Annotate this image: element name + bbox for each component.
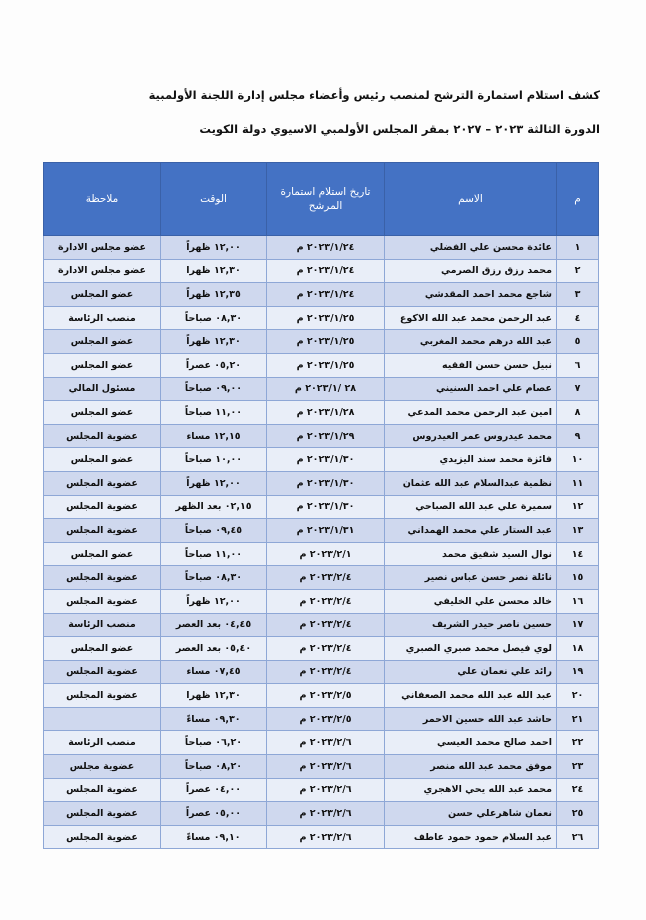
table-row [44, 448, 599, 472]
header-date: تاريخ استلام استمارة المرشح [267, 163, 385, 236]
cell-time: ١٢,٣٠ ظهرا [161, 259, 267, 283]
cell-time: ٠٩,٣٠ مساءً [161, 707, 267, 731]
cell-num: ٢٠ [557, 684, 599, 708]
cell-name: حاشد عبد الله حسين الاحمر [385, 707, 557, 731]
cell-time: ٠٨,٢٠ صباحاً [161, 755, 267, 779]
cell-name: سميرة علي عبد الله الصباحي [385, 495, 557, 519]
header-time: الوقت [161, 163, 267, 236]
table-row [44, 707, 599, 731]
cell-num: ٢٢ [557, 731, 599, 755]
document-subtitle: الدورة الثالثة ٢٠٢٣ – ٢٠٢٧ بمقر المجلس الأولمبي الاسيوي دولة الكويت [199, 122, 600, 136]
cell-time: ٠٦,٢٠ صباحاً [161, 731, 267, 755]
cell-date: ٢٨ /٢٠٢٣/١ م [267, 377, 385, 401]
cell-time: ١٢,٠٠ ظهراً [161, 589, 267, 613]
cell-time: ١٢,٠٠ ظهراً [161, 471, 267, 495]
cell-num: ١٤ [557, 542, 599, 566]
cell-num: ١٧ [557, 613, 599, 637]
cell-note: عضو المجلس [44, 283, 161, 307]
cell-note: منصب الرئاسة [44, 306, 161, 330]
cell-num: ٢٤ [557, 778, 599, 802]
cell-date: ٢٠٢٣/٢/٤ م [267, 613, 385, 637]
table-row [44, 542, 599, 566]
document-title: كشف استلام استمارة الترشح لمنصب رئيس وأعضاء مجلس إدارة اللجنة الأولمبية [148, 88, 600, 102]
cell-date: ٢٠٢٣/١/٣٠ م [267, 471, 385, 495]
cell-name: محمد عبد الله يحي الاهجري [385, 778, 557, 802]
cell-date: ٢٠٢٣/١/٣٠ م [267, 495, 385, 519]
table-row [44, 401, 599, 425]
table-row [44, 471, 599, 495]
cell-note: عضوية مجلس [44, 755, 161, 779]
cell-note: عضوية المجلس [44, 495, 161, 519]
cell-name: نبيل حسن حسن الفقيه [385, 353, 557, 377]
cell-name: موفق محمد عبد الله منصر [385, 755, 557, 779]
cell-num: ١٢ [557, 495, 599, 519]
cell-time: ١٢,٣٥ ظهراً [161, 283, 267, 307]
cell-time: ١٢,٣٠ ظهرا [161, 684, 267, 708]
table-row [44, 519, 599, 543]
cell-num: ١٠ [557, 448, 599, 472]
cell-name: حسين ناصر حيدر الشريف [385, 613, 557, 637]
cell-name: نائلة نصر حسن عباس نصير [385, 566, 557, 590]
cell-time: ١٠,٠٠ صباحاً [161, 448, 267, 472]
cell-note: عضوية المجلس [44, 684, 161, 708]
table-row [44, 259, 599, 283]
cell-time: ٠٤,٤٥ بعد العصر [161, 613, 267, 637]
cell-name: نظمية عبدالسلام عبد الله عثمان [385, 471, 557, 495]
cell-time: ٠٩,٤٥ صباحاً [161, 519, 267, 543]
cell-date: ٢٠٢٣/٢/٦ م [267, 731, 385, 755]
cell-num: ٣ [557, 283, 599, 307]
cell-note [44, 707, 161, 731]
cell-num: ٦ [557, 353, 599, 377]
cell-note: عضوية المجلس [44, 471, 161, 495]
cell-date: ٢٠٢٣/٢/٦ م [267, 755, 385, 779]
cell-time: ٠٩,١٠ مساءً [161, 825, 267, 849]
cell-note: عضو المجلس [44, 353, 161, 377]
table-row [44, 778, 599, 802]
cell-name: احمد صالح محمد العيسي [385, 731, 557, 755]
cell-note: عضو المجلس [44, 330, 161, 354]
cell-num: ٨ [557, 401, 599, 425]
cell-note: عضوية المجلس [44, 566, 161, 590]
cell-date: ٢٠٢٣/٢/٥ م [267, 707, 385, 731]
table-row [44, 731, 599, 755]
cell-name: رائد علي نعمان علي [385, 660, 557, 684]
cell-date: ٢٠٢٣/١/٣١ م [267, 519, 385, 543]
cell-time: ٠٩,٠٠ صباحاً [161, 377, 267, 401]
cell-date: ٢٠٢٣/٢/٦ م [267, 802, 385, 826]
cell-note: مسئول المالي [44, 377, 161, 401]
cell-note: عضوية المجلس [44, 660, 161, 684]
cell-num: ٢٣ [557, 755, 599, 779]
cell-date: ٢٠٢٣/١/٢٥ م [267, 330, 385, 354]
cell-name: نوال السيد شفيق محمد [385, 542, 557, 566]
cell-note: عضو المجلس [44, 542, 161, 566]
cell-date: ٢٠٢٣/١/٢٩ م [267, 424, 385, 448]
cell-name: عبد الستار علي محمد الهمداني [385, 519, 557, 543]
table-row [44, 377, 599, 401]
table-row [44, 330, 599, 354]
cell-date: ٢٠٢٣/٢/٥ م [267, 684, 385, 708]
cell-name: خالد محسن علي الخليفي [385, 589, 557, 613]
cell-note: منصب الرئاسة [44, 613, 161, 637]
cell-num: ٢١ [557, 707, 599, 731]
cell-time: ١٢,٣٠ ظهراً [161, 330, 267, 354]
cell-name: عبد الرحمن محمد عبد الله الاكوع [385, 306, 557, 330]
cell-time: ١١,٠٠ صباحاً [161, 401, 267, 425]
cell-num: ٢ [557, 259, 599, 283]
cell-note: عضو المجلس [44, 448, 161, 472]
header-note: ملاحظة [44, 163, 161, 236]
cell-num: ١٨ [557, 637, 599, 661]
cell-num: ١٦ [557, 589, 599, 613]
cell-num: ١ [557, 236, 599, 260]
cell-name: فائزة محمد سند اليزيدي [385, 448, 557, 472]
table-header-row [44, 163, 599, 236]
cell-note: عضوية المجلس [44, 424, 161, 448]
table-row [44, 283, 599, 307]
cell-time: ١٢,١٥ مساء [161, 424, 267, 448]
cell-name: عائدة محسن علي الفضلي [385, 236, 557, 260]
cell-time: ٠٢,١٥ بعد الظهر [161, 495, 267, 519]
cell-time: ١٢,٠٠ ظهراً [161, 236, 267, 260]
header-num: م [557, 163, 599, 236]
table-row [44, 660, 599, 684]
cell-num: ١٣ [557, 519, 599, 543]
cell-name: امين عبد الرحمن محمد المدعي [385, 401, 557, 425]
table-body [44, 236, 599, 849]
table-row [44, 495, 599, 519]
cell-time: ٠٥,٤٠ بعد العصر [161, 637, 267, 661]
cell-note: عضوية المجلس [44, 778, 161, 802]
cell-num: ٧ [557, 377, 599, 401]
cell-num: ٩ [557, 424, 599, 448]
cell-num: ١٩ [557, 660, 599, 684]
cell-note: عضو مجلس الادارة [44, 236, 161, 260]
cell-date: ٢٠٢٣/٢/٤ م [267, 637, 385, 661]
cell-num: ١٥ [557, 566, 599, 590]
cell-note: عضوية المجلس [44, 802, 161, 826]
cell-note: عضوية المجلس [44, 589, 161, 613]
cell-note: عضو مجلس الادارة [44, 259, 161, 283]
table-row [44, 637, 599, 661]
table-row [44, 684, 599, 708]
cell-note: عضو المجلس [44, 637, 161, 661]
table-row [44, 306, 599, 330]
table-row [44, 353, 599, 377]
table-row [44, 424, 599, 448]
cell-name: محمد عيدروس عمر العيدروس [385, 424, 557, 448]
cell-date: ٢٠٢٣/١/٢٥ م [267, 306, 385, 330]
table-row [44, 589, 599, 613]
cell-name: شاجع محمد احمد المقدشي [385, 283, 557, 307]
cell-num: ١١ [557, 471, 599, 495]
cell-date: ٢٠٢٣/١/٢٤ م [267, 259, 385, 283]
cell-date: ٢٠٢٣/١/٢٤ م [267, 236, 385, 260]
cell-date: ٢٠٢٣/٢/٤ م [267, 589, 385, 613]
cell-time: ٠٨,٣٠ صباحاً [161, 306, 267, 330]
cell-note: عضو المجلس [44, 401, 161, 425]
cell-date: ٢٠٢٣/٢/٦ م [267, 778, 385, 802]
cell-name: عبد الله عبد الله محمد الصعفاني [385, 684, 557, 708]
cell-note: عضوية المجلس [44, 825, 161, 849]
cell-time: ٠٥,٢٠ عصراً [161, 353, 267, 377]
cell-time: ٠٥,٠٠ عصراً [161, 802, 267, 826]
cell-date: ٢٠٢٣/٢/٦ م [267, 825, 385, 849]
cell-name: عبد الله درهم محمد المغربي [385, 330, 557, 354]
cell-name: محمد رزق رزق الصرمي [385, 259, 557, 283]
cell-num: ٥ [557, 330, 599, 354]
cell-time: ١١,٠٠ صباحاً [161, 542, 267, 566]
cell-name: عبد السلام حمود حمود عاطف [385, 825, 557, 849]
cell-note: عضوية المجلس [44, 519, 161, 543]
cell-date: ٢٠٢٣/٢/٤ م [267, 660, 385, 684]
table-row [44, 613, 599, 637]
cell-note: منصب الرئاسة [44, 731, 161, 755]
cell-time: ٠٧,٤٥ مساء [161, 660, 267, 684]
cell-date: ٢٠٢٣/١/٢٥ م [267, 353, 385, 377]
cell-time: ٠٤,٠٠ عصراً [161, 778, 267, 802]
cell-date: ٢٠٢٣/١/٣٠ م [267, 448, 385, 472]
cell-name: عصام علي احمد السنيني [385, 377, 557, 401]
cell-num: ٢٥ [557, 802, 599, 826]
cell-date: ٢٠٢٣/٢/٤ م [267, 566, 385, 590]
table-row [44, 566, 599, 590]
cell-date: ٢٠٢٣/١/٢٨ م [267, 401, 385, 425]
header-name: الاسم [385, 163, 557, 236]
table-row [44, 825, 599, 849]
table-row [44, 802, 599, 826]
table-row [44, 236, 599, 260]
cell-name: نعمان شاهرعلي حسن [385, 802, 557, 826]
cell-num: ٤ [557, 306, 599, 330]
cell-date: ٢٠٢٣/٢/١ م [267, 542, 385, 566]
cell-date: ٢٠٢٣/١/٢٤ م [267, 283, 385, 307]
cell-time: ٠٨,٣٠ صباحاً [161, 566, 267, 590]
table-row [44, 755, 599, 779]
candidates-table [43, 162, 599, 849]
cell-num: ٢٦ [557, 825, 599, 849]
cell-name: لوي فيصل محمد صبري الصبري [385, 637, 557, 661]
